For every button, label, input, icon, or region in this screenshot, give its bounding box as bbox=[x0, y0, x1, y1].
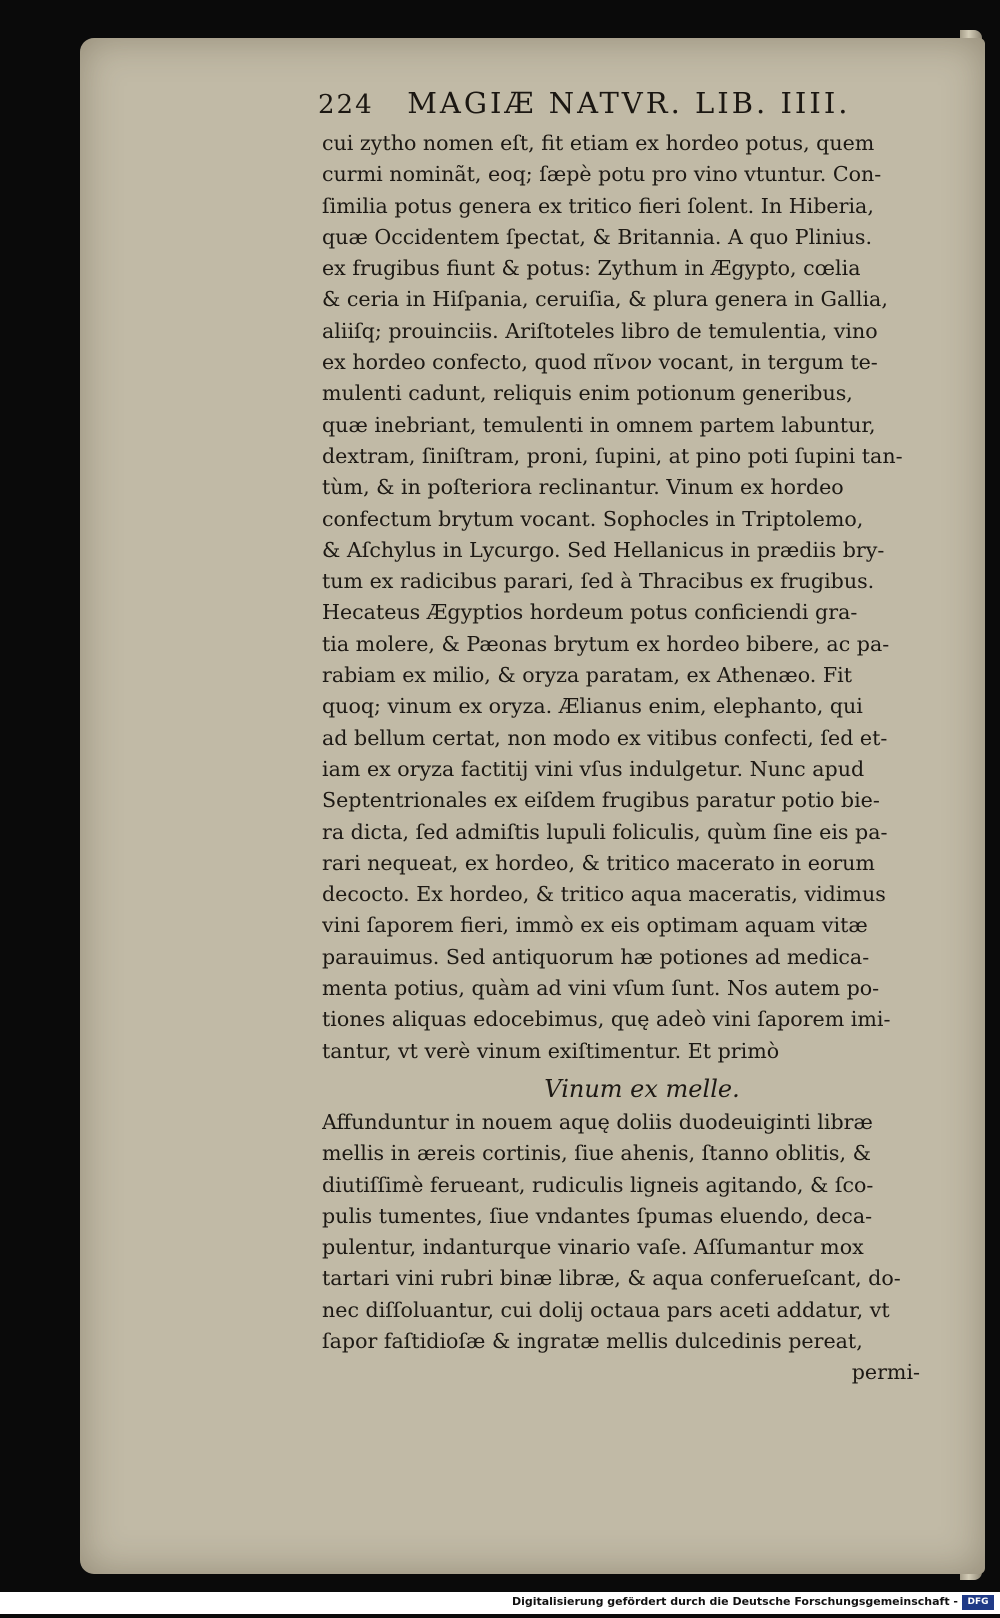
text-line: vini ſaporem fieri, immò ex eis optimam aquam vitæ bbox=[322, 913, 868, 938]
digitization-footer bbox=[0, 1592, 1000, 1614]
text-line: quæ inebriant, temulenti in omnem partem labuntur, bbox=[322, 412, 876, 437]
text-line: quæ Occidentem ſpectat, & Britannia. A quo Plinius. bbox=[322, 224, 873, 249]
text-line: curmi nominãt, eoq; ſæpè potu pro vino vtuntur. Con- bbox=[322, 162, 882, 187]
running-head bbox=[318, 86, 878, 126]
catchword: permi- bbox=[851, 1360, 920, 1385]
text-line: pulis tumentes, ſiue vndantes ſpumas eluendo, deca- bbox=[322, 1203, 873, 1228]
text-line: & ceria in Hiſpania, ceruiſia, & plura genera in Gallia, bbox=[322, 287, 888, 312]
funding-credit: Digitalisierung gefördert durch die Deutsche Forschungsgemeinschaft - bbox=[511, 1595, 958, 1608]
text-line: Affunduntur in nouem aquę doliis duodeuiginti libræ bbox=[322, 1109, 873, 1134]
text-line: tùm, & in poſteriora reclinantur. Vinum ex hordeo bbox=[322, 475, 844, 500]
text-line: iam ex oryza factitij vini vſus indulgetur. Nunc apud bbox=[322, 756, 865, 781]
text-line: ex frugibus fiunt & potus: Zythum in Ægypto, cœlia bbox=[322, 256, 861, 281]
dfg-logo: DFG bbox=[962, 1595, 994, 1610]
section-heading: Vinum ex melle. bbox=[544, 1074, 740, 1103]
text-line: & Aſchylus in Lycurgo. Sed Hellanicus in prædiis bry- bbox=[322, 537, 885, 562]
text-line: ad bellum certat, non modo ex vitibus confecti, ſed et- bbox=[322, 725, 888, 750]
text-line: tum ex radicibus parari, ſed à Thracibus ex frugibus. bbox=[322, 569, 875, 594]
text-line: nec diſſoluantur, cui dolij octaua pars aceti addatur, vt bbox=[322, 1297, 890, 1322]
paragraph-before-heading bbox=[322, 128, 922, 1067]
text-line: parauimus. Sed antiquorum hæ potiones ad medica- bbox=[322, 944, 870, 969]
text-line: tartari vini rubri binæ libræ, & aqua conferueſcant, do- bbox=[322, 1266, 901, 1291]
text-line: dextram, ſiniſtram, proni, ſupini, at pino poti ſupini tan- bbox=[322, 443, 903, 468]
text-line: decocto. Ex hordeo, & tritico aqua maceratis, vidimus bbox=[322, 882, 886, 907]
text-line: Hecateus Ægyptios hordeum potus conficiendi gra- bbox=[322, 600, 858, 625]
text-line: Septentrionales ex eiſdem frugibus paratur potio bie- bbox=[322, 788, 880, 813]
text-line: mulenti cadunt, reliquis enim potionum generibus, bbox=[322, 381, 853, 406]
text-line: tiones aliquas edocebimus, quę adeò vini ſaporem imi- bbox=[322, 1007, 891, 1032]
text-line: ra dicta, ſed admiſtis lupuli foliculis, quùm ſine eis pa- bbox=[322, 819, 888, 844]
paragraph-after-heading bbox=[322, 1107, 922, 1357]
text-line: ex hordeo confecto, quod πῖνον vocant, in tergum te- bbox=[322, 350, 878, 375]
text-block bbox=[322, 128, 922, 1389]
page-number: 224 bbox=[318, 90, 374, 120]
text-line: ſapor faſtidioſæ & ingratæ mellis dulcedinis pereat, bbox=[322, 1328, 863, 1353]
text-line: tantur, vt verè vinum exiſtimentur. Et primò bbox=[322, 1038, 780, 1063]
text-line: ſimilia potus genera ex tritico fieri ſolent. In Hiberia, bbox=[322, 193, 874, 218]
text-line: mellis in æreis cortinis, ſiue ahenis, ſtanno oblitis, & bbox=[322, 1141, 871, 1166]
running-title: MAGIÆ NATVR. LIB. IIII. bbox=[407, 86, 851, 120]
text-line: pulentur, indanturque vinario vaſe. Aſſumantur mox bbox=[322, 1235, 864, 1260]
text-line: rari nequeat, ex hordeo, & tritico macerato in eorum bbox=[322, 850, 875, 875]
text-line: tia molere, & Pæonas brytum ex hordeo bibere, ac pa- bbox=[322, 631, 890, 656]
text-line: quoq; vinum ex oryza. Ælianus enim, elephanto, qui bbox=[322, 694, 863, 719]
text-line: menta potius, quàm ad vini vſum ſunt. Nos autem po- bbox=[322, 976, 880, 1001]
text-line: diutiſſimè ferueant, rudiculis ligneis agitando, & ſco- bbox=[322, 1172, 874, 1197]
text-line: rabiam ex milio, & oryza paratam, ex Athenæo. Fit bbox=[322, 663, 853, 688]
text-line: aliiſq; prouinciis. Ariſtoteles libro de temulentia, vino bbox=[322, 318, 878, 343]
text-line: confectum brytum vocant. Sophocles in Triptolemo, bbox=[322, 506, 864, 531]
text-line: cui zytho nomen eſt, fit etiam ex hordeo potus, quem bbox=[322, 131, 875, 155]
